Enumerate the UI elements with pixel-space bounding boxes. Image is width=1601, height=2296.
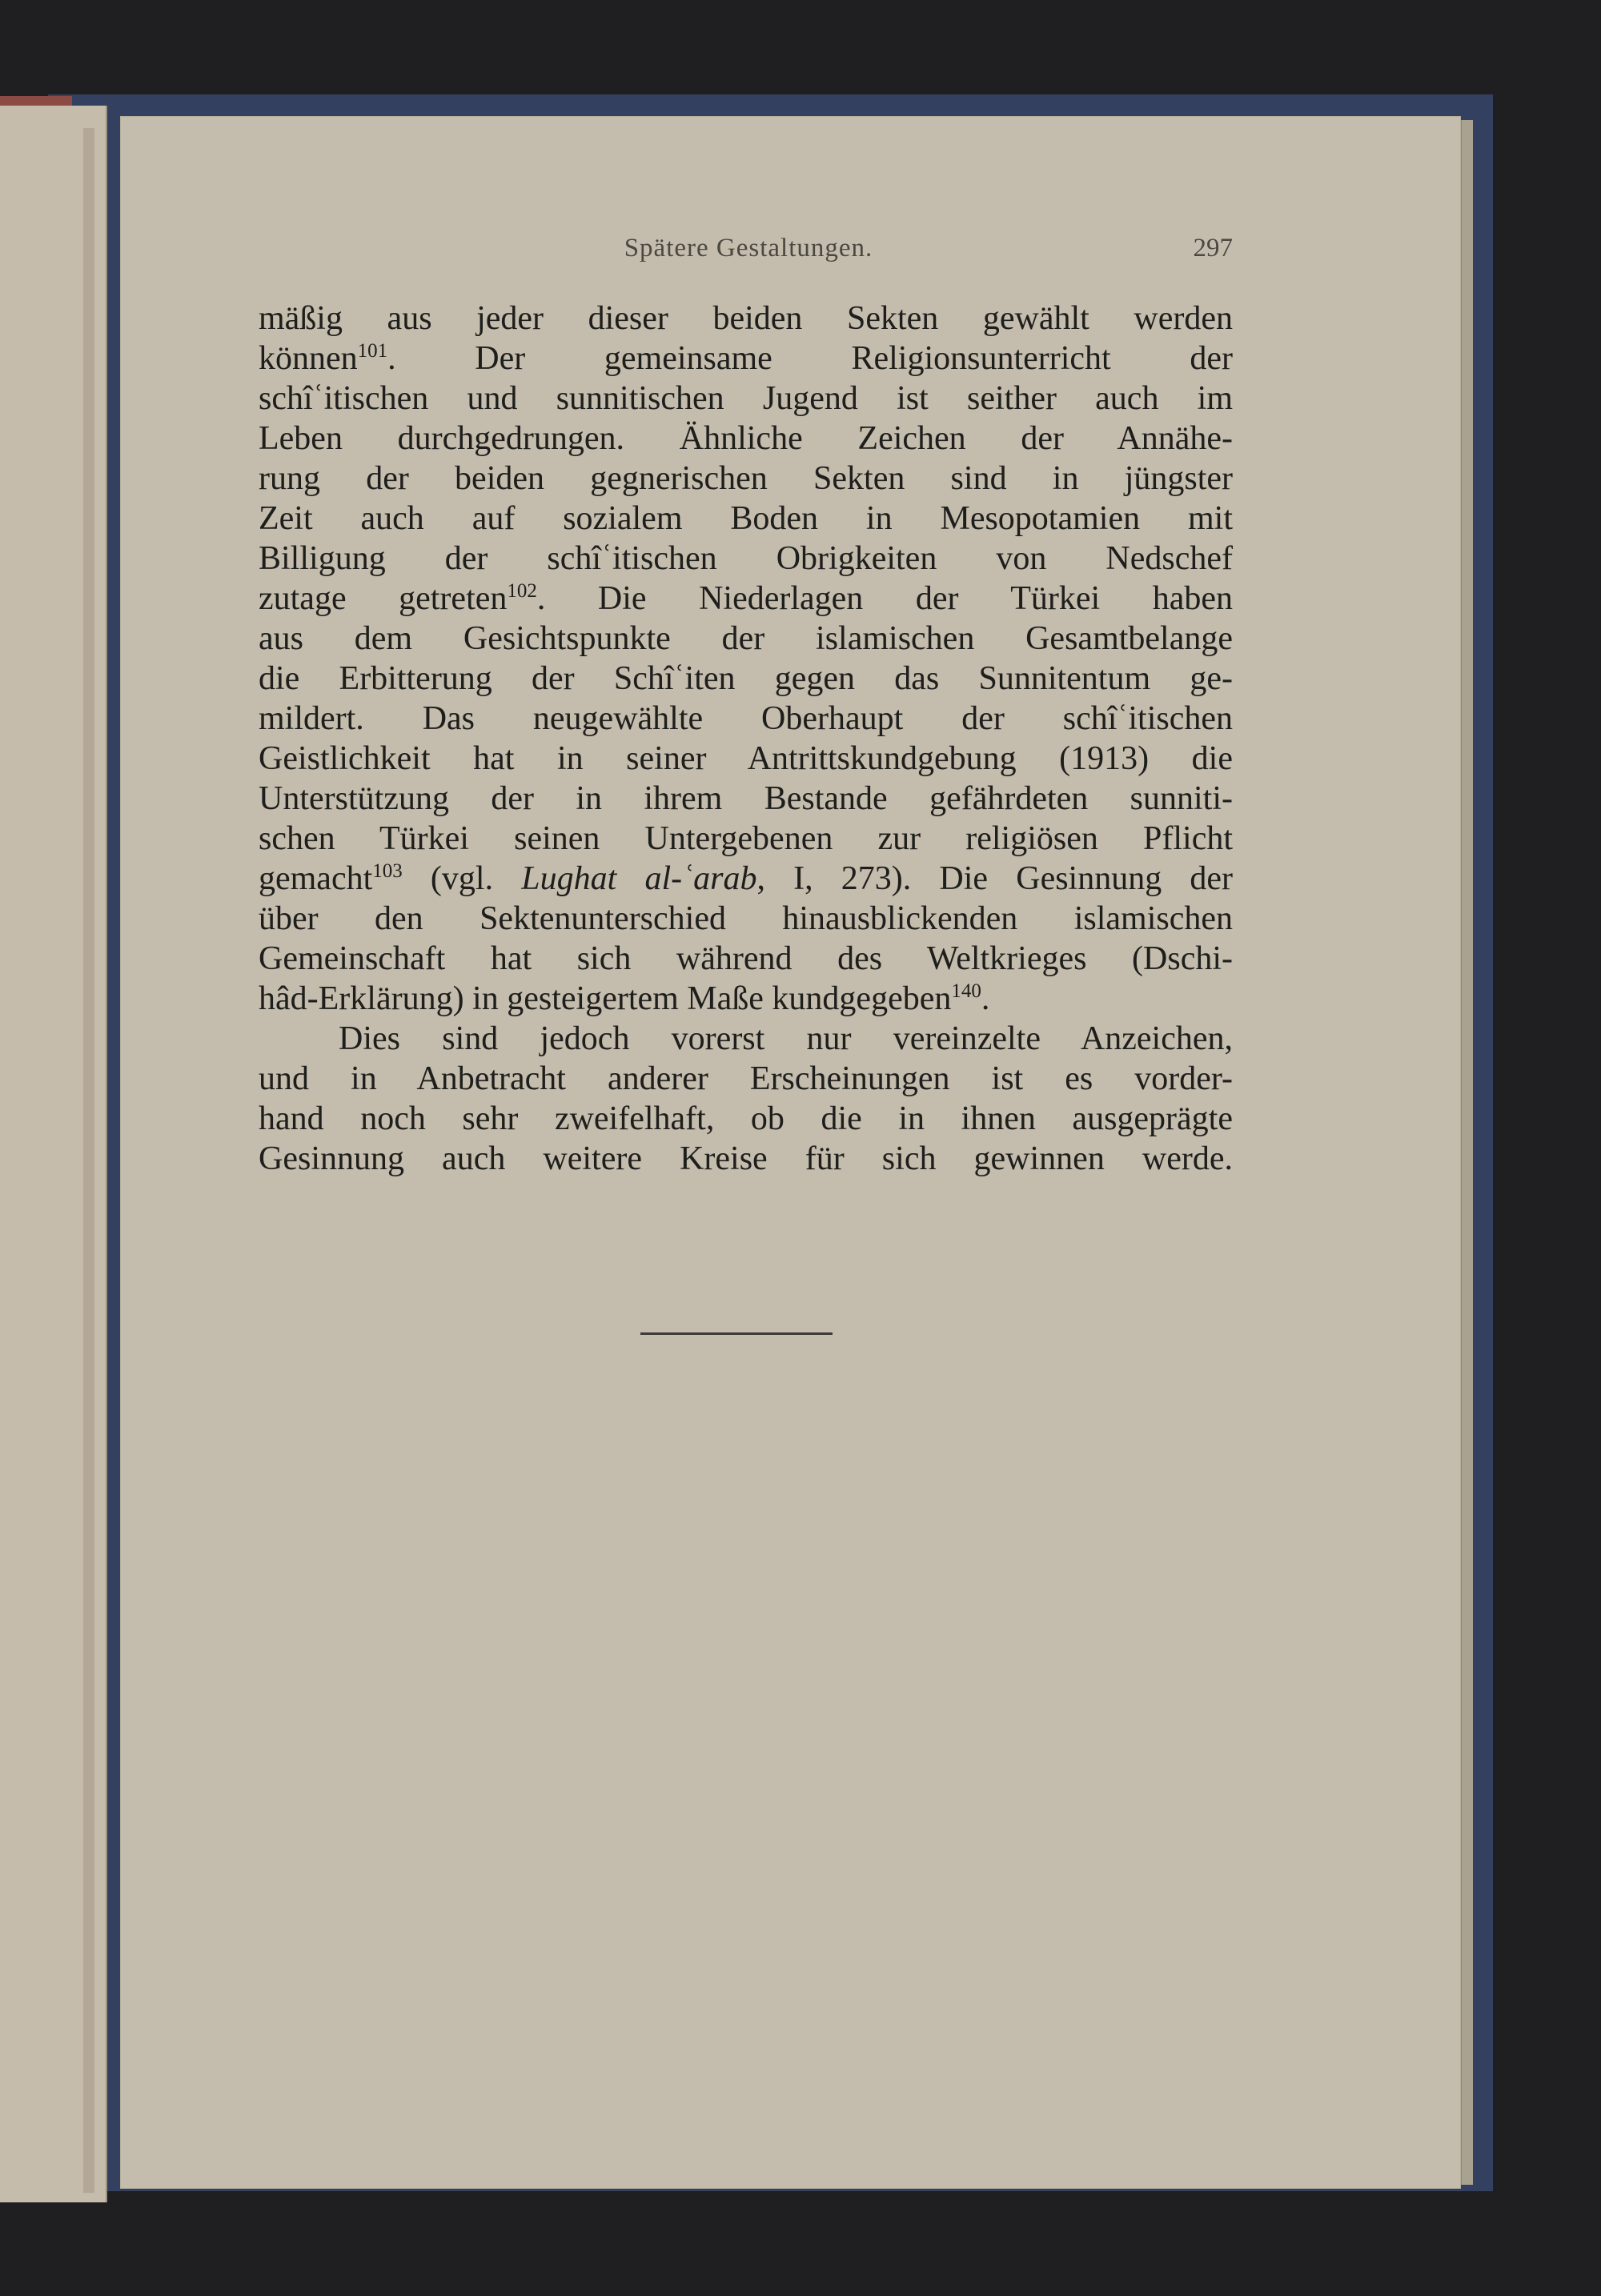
footnote-ref: 101 xyxy=(357,340,388,362)
text-line: Zeit auch auf sozialem Boden in Mesopotamien mit xyxy=(259,500,1233,537)
text-line: Unterstützung der in ihrem Bestande gefährdeten sunniti- xyxy=(259,780,1233,817)
text-line: Gemeinschaft hat sich während des Weltkrieges (Dschi- xyxy=(259,940,1233,977)
text-line: zutage getreten$^{102}$. Die Niederlagen der Türkei haben xyxy=(259,580,1233,617)
text-line: hâd-Erklärung) in gesteigertem Maße kundgegeben$^{140}$. xyxy=(259,980,990,1017)
text-line: gemacht$^{103}$ (vgl. Lughat al-ʿarab, I, 273). Die Gesinnung der xyxy=(259,860,1234,897)
citation-title: Lughat al-ʿarab xyxy=(521,860,757,897)
body-text xyxy=(259,299,1233,1179)
text-line: Leben durchgedrungen. Ähnliche Zeichen der Annähe- xyxy=(259,420,1233,457)
text-line: schîʿitischen und sunnitischen Jugend ist seither auch im xyxy=(259,380,1233,417)
text-line: Billigung der schîʿitischen Obrigkeiten von Nedschef xyxy=(259,540,1233,577)
text-line: die Erbitterung der Schîʿiten gegen das Sunnitentum ge- xyxy=(259,660,1233,697)
text-line: Gesinnung auch weitere Kreise für sich gewinnen werde. xyxy=(259,1140,1233,1177)
page-edge xyxy=(1461,120,1473,2185)
end-rule xyxy=(640,1332,833,1335)
text-line: rung der beiden gegnerischen Sekten sind in jüngster xyxy=(259,460,1233,497)
text-line: hand noch sehr zweifelhaft, ob die in ihnen ausgeprägte xyxy=(259,1100,1233,1137)
text-line: schen Türkei seinen Untergebenen zur religiösen Pflicht xyxy=(259,820,1233,857)
text-line: aus dem Gesichtspunkte der islamischen Gesamtbelange xyxy=(259,620,1233,657)
page-number: 297 xyxy=(1193,234,1233,262)
text-line: mildert. Das neugewählte Oberhaupt der schîʿitischen xyxy=(259,700,1233,737)
text-line: und in Anbetracht anderer Erscheinungen ist es vorder- xyxy=(259,1060,1233,1097)
text-line: Geistlichkeit hat in seiner Antrittskundgebung (1913) die xyxy=(259,740,1233,777)
left-page-gutter xyxy=(83,128,94,2193)
running-head xyxy=(264,234,1233,266)
footnote-ref: 140 xyxy=(951,980,981,1002)
text-line: Dies sind jedoch vorerst nur vereinzelte Anzeichen, xyxy=(339,1020,1233,1057)
footnote-ref: 103 xyxy=(372,860,403,882)
footnote-ref: 102 xyxy=(507,580,537,602)
running-title: Spätere Gestaltungen. xyxy=(624,234,873,262)
text-line: können$^{101}$. Der gemeinsame Religionsunterricht der xyxy=(259,340,1233,377)
text-line: mäßig aus jeder dieser beiden Sekten gewählt werden xyxy=(259,300,1233,337)
text-line: über den Sektenunterschied hinausblickenden islamischen xyxy=(259,900,1233,937)
